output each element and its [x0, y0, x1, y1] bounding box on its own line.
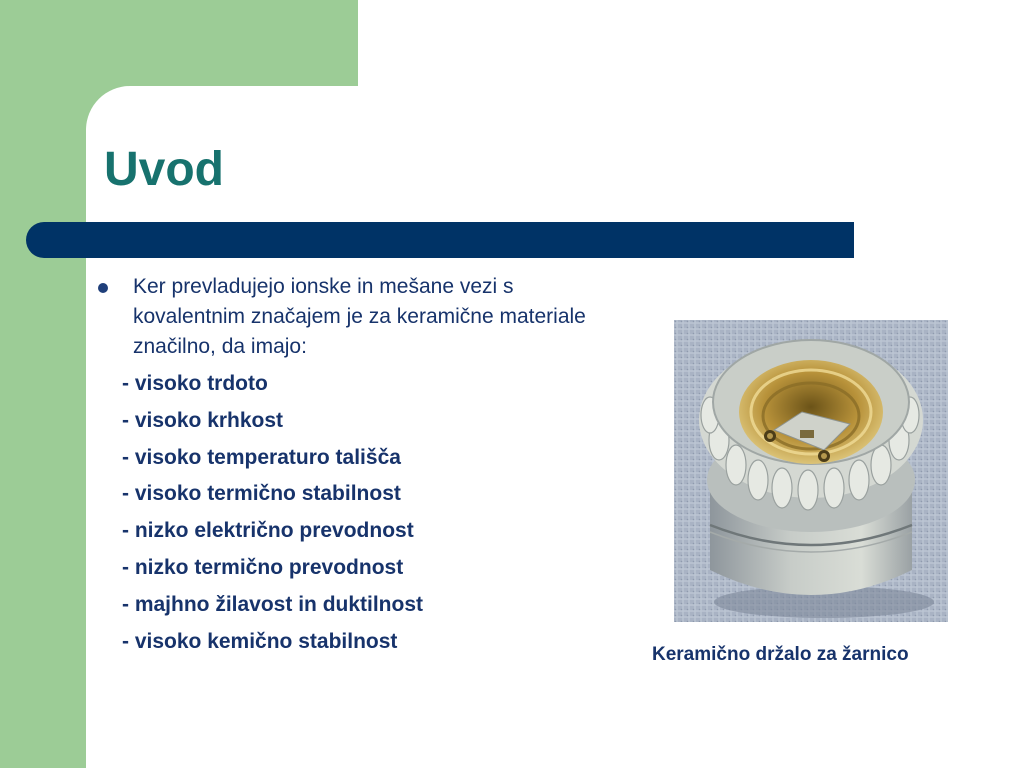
intro-bullet: [96, 272, 616, 362]
ceramic-lamp-holder-photo: [674, 320, 948, 622]
property-item: - visoko trdoto: [122, 372, 268, 395]
property-item: - visoko krhkost: [122, 408, 284, 432]
property-item: - visoko kemično stabilnost: [122, 629, 398, 653]
bullet-dot-icon: [98, 283, 108, 293]
property-item: - visoko termično stabilnost: [122, 482, 401, 506]
property-item: - nizko termično prevodnost: [122, 555, 404, 579]
property-item: - visoko temperaturo tališča: [122, 445, 401, 469]
property-list: [122, 369, 423, 663]
slide-title: Uvod: [104, 143, 224, 196]
bullet-row: [96, 272, 616, 362]
title-underline-bar: [26, 222, 854, 258]
property-item: - nizko električno prevodnost: [122, 519, 414, 543]
property-item: - majhno žilavost in duktilnost: [122, 592, 424, 616]
lamp-holder-illustration: [674, 320, 948, 622]
top-white-area: [358, 0, 1024, 86]
intro-text: Ker prevladujejo ionske in mešane vezi s kovalentnim značajem je za keramične materiale značilno, da imajo:: [133, 275, 586, 358]
figure-caption: Keramično držalo za žarnico: [652, 644, 909, 665]
